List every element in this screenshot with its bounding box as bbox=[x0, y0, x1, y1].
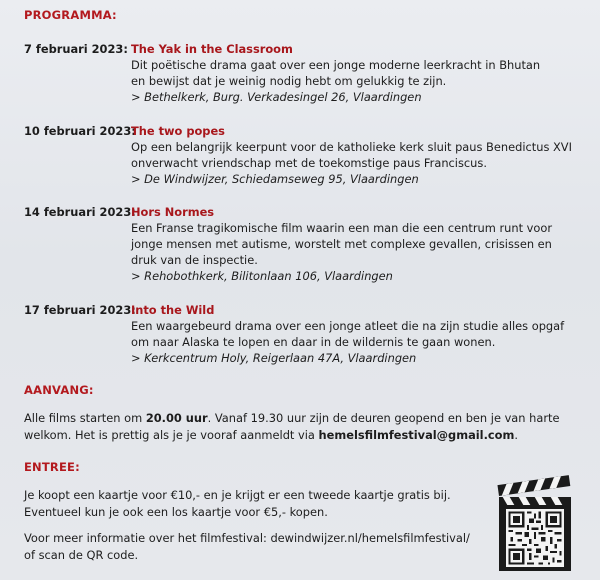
event-date: 17 februari 2023: bbox=[24, 303, 136, 317]
event-description: Dit poëtische drama gaat over een jonge moderne leerkracht in Bhutan en bewijst dat je weinig nodig hebt om gelukkig te zijn. bbox=[131, 58, 541, 88]
aanvang-heading: AANVANG: bbox=[24, 383, 94, 397]
event-date: 10 februari 2023: bbox=[24, 124, 136, 138]
entree-heading: ENTREE: bbox=[24, 460, 80, 474]
event-location: > Rehobothkerk, Bilitonlaan 106, Vlaardingen bbox=[131, 269, 393, 283]
clapper-bar bbox=[499, 497, 571, 505]
aanvang-text-1: Alle films starten om bbox=[24, 411, 146, 425]
programma-heading: PROGRAMMA: bbox=[24, 8, 117, 22]
event-location: > De Windwijzer, Schiedamseweg 95, Vlaardingen bbox=[131, 172, 419, 186]
aanvang-text-2: . Vanaf 19.30 uur zijn de deuren geopend en ben je van harte welkom. Het is prettig als je je vooraf aanmeldt via bbox=[24, 411, 560, 442]
event-title: The Yak in the Classroom bbox=[131, 42, 293, 56]
clapper-stick bbox=[497, 475, 570, 496]
event-date: 14 februari 2023: bbox=[24, 205, 136, 219]
event-date: 7 februari 2023: bbox=[24, 42, 128, 56]
event-title: The two popes bbox=[131, 124, 225, 138]
event-description: Op een belangrijk keerpunt voor de katholieke kerk sluit paus Benedictus XVI onverwacht vriendschap met de toekomstige paus Franciscus. bbox=[131, 140, 572, 170]
contact-email[interactable]: hemelsfilmfestival@gmail.com bbox=[318, 428, 515, 442]
clapperboard-icon bbox=[499, 483, 571, 571]
event-description: Een Franse tragikomische film waarin een man die een centrum runt voor jonge mensen met autisme, worstelt met complexe gevallen, crisissen en druk van de inspectie. bbox=[131, 221, 553, 267]
info-line-1[interactable]: Voor meer informatie over het filmfestival: dewindwijzer.nl/hemelsfilmfestival/ bbox=[24, 531, 470, 545]
aanvang-text-3: . bbox=[514, 428, 518, 442]
event-location: > Kerkcentrum Holy, Reigerlaan 47A, Vlaardingen bbox=[131, 351, 417, 365]
qr-code-icon[interactable] bbox=[499, 505, 571, 571]
entree-line-1: Je koopt een kaartje voor €10,- en je krijgt er een tweede kaartje gratis bij. bbox=[24, 488, 451, 502]
event-title: Into the Wild bbox=[131, 303, 215, 317]
entree-line-2: Eventueel kun je ook een los kaartje voor €5,- kopen. bbox=[24, 505, 328, 519]
event-location: > Bethelkerk, Burg. Verkadesingel 26, Vlaardingen bbox=[131, 90, 422, 104]
aanvang-time: 20.00 uur bbox=[145, 411, 208, 425]
aanvang-text bbox=[24, 410, 584, 444]
event-title: Hors Normes bbox=[131, 205, 215, 219]
entree-text bbox=[24, 487, 494, 521]
info-text bbox=[24, 530, 494, 564]
event-description: Een waargebeurd drama over een jonge atleet die na zijn studie alles opgaf om naar Alaska te lopen en daar in de wildernis te gaan wonen. bbox=[131, 319, 565, 349]
info-line-2: of scan de QR code. bbox=[24, 548, 139, 562]
